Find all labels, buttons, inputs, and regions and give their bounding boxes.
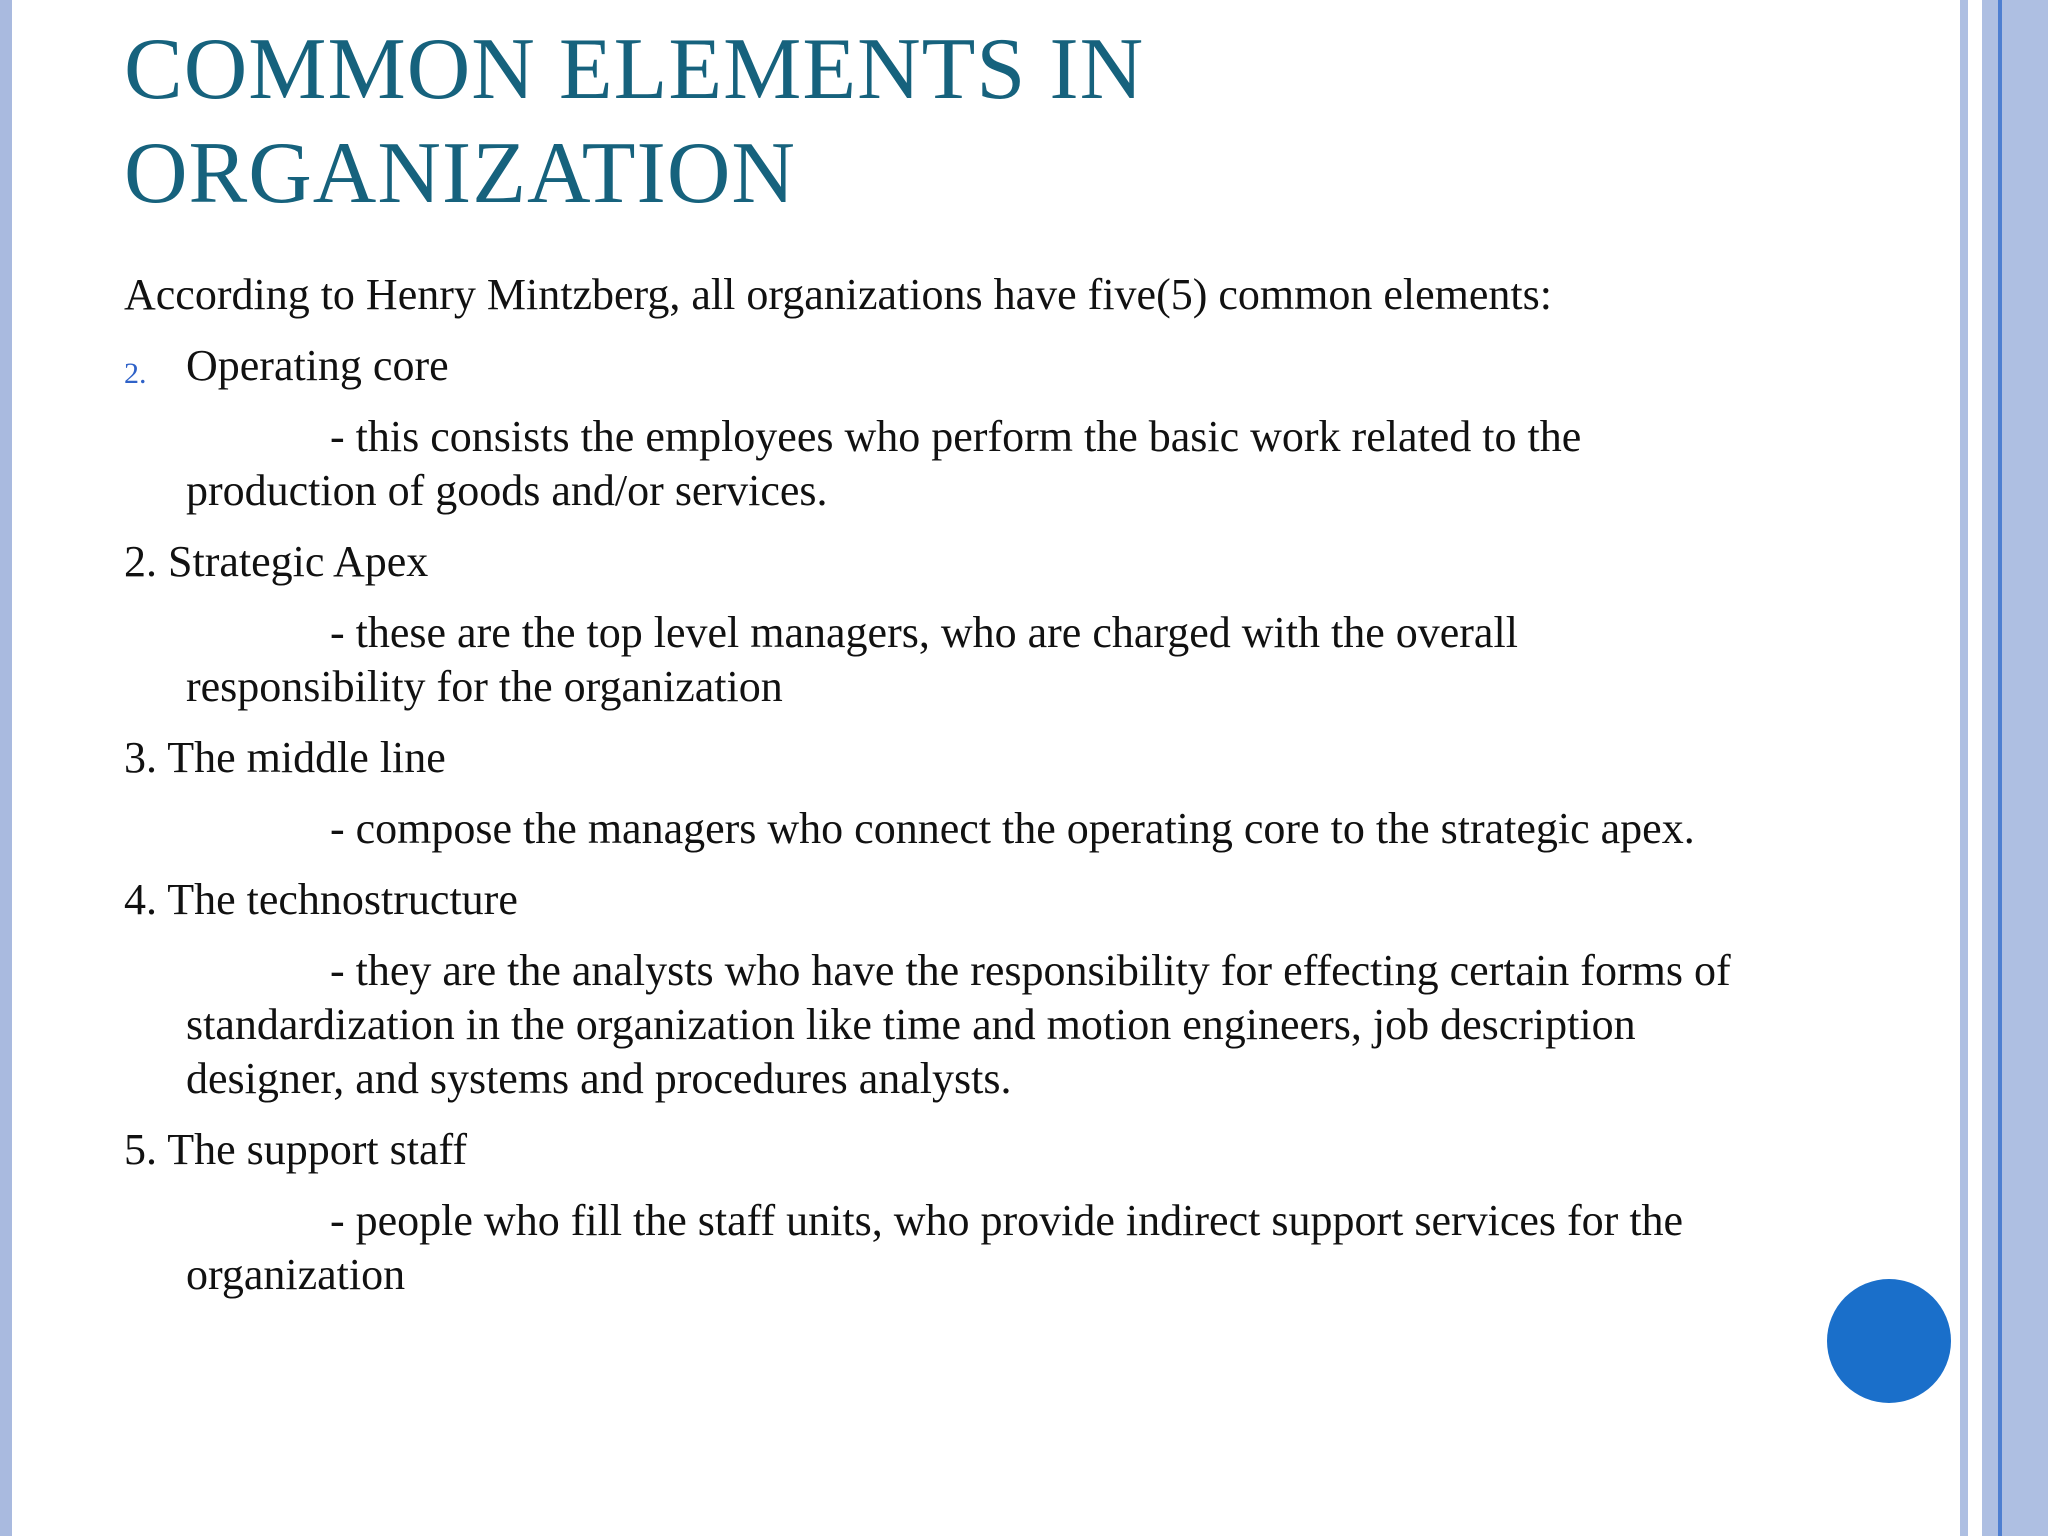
list-item-title: Strategic Apex [168,537,429,586]
list-item-description: - these are the top level managers, who are charged with the overall responsibility for the organization [186,608,1518,711]
list-item-number: 5. [124,1125,157,1174]
list-item-description: - people who fill the staff units, who provide indirect support services for the organization [186,1196,1684,1299]
list-item-heading [124,873,1764,927]
right-border-gap [1968,0,1982,1536]
left-border-bar [0,0,12,1536]
list-item-description: - compose the managers who connect the operating core to the strategic apex. [330,804,1695,853]
list-item-number: 2. [124,357,147,390]
list-item-title: The technostructure [167,875,518,924]
list-item-heading [124,535,1764,589]
list-item-title: Operating core [186,341,449,390]
intro-text: According to Henry Mintzberg, all organizations have five(5) common elements: [124,270,1552,319]
list-item-number: 3. [124,733,157,782]
right-border-stripe [2002,0,2048,1536]
list-item-title: The support staff [167,1125,468,1174]
list-item-title: The middle line [167,733,446,782]
list-item-number: 4. [124,875,157,924]
list-item-heading [124,731,1764,785]
decorative-circle [1827,1279,1951,1403]
slide-title [124,18,1924,226]
list-item-description: - they are the analysts who have the responsibility for effecting certain forms of standardization in the organization like time and motion engineers, job description designer, and systems and procedures analysts. [186,946,1731,1103]
list-item-heading [124,1123,1764,1177]
list-item-description: - this consists the employees who perform the basic work related to the production of goods and/or services. [186,412,1582,515]
right-border-stripe [1982,0,1998,1536]
right-border-stripe [1960,0,1968,1536]
list-item-number: 2. [124,537,157,586]
title-line-2: ORGANIZATION [124,125,796,222]
list-item-heading [124,339,1764,393]
slide-body [124,268,1764,1302]
title-line-1: COMMON ELEMENTS IN [124,21,1145,118]
